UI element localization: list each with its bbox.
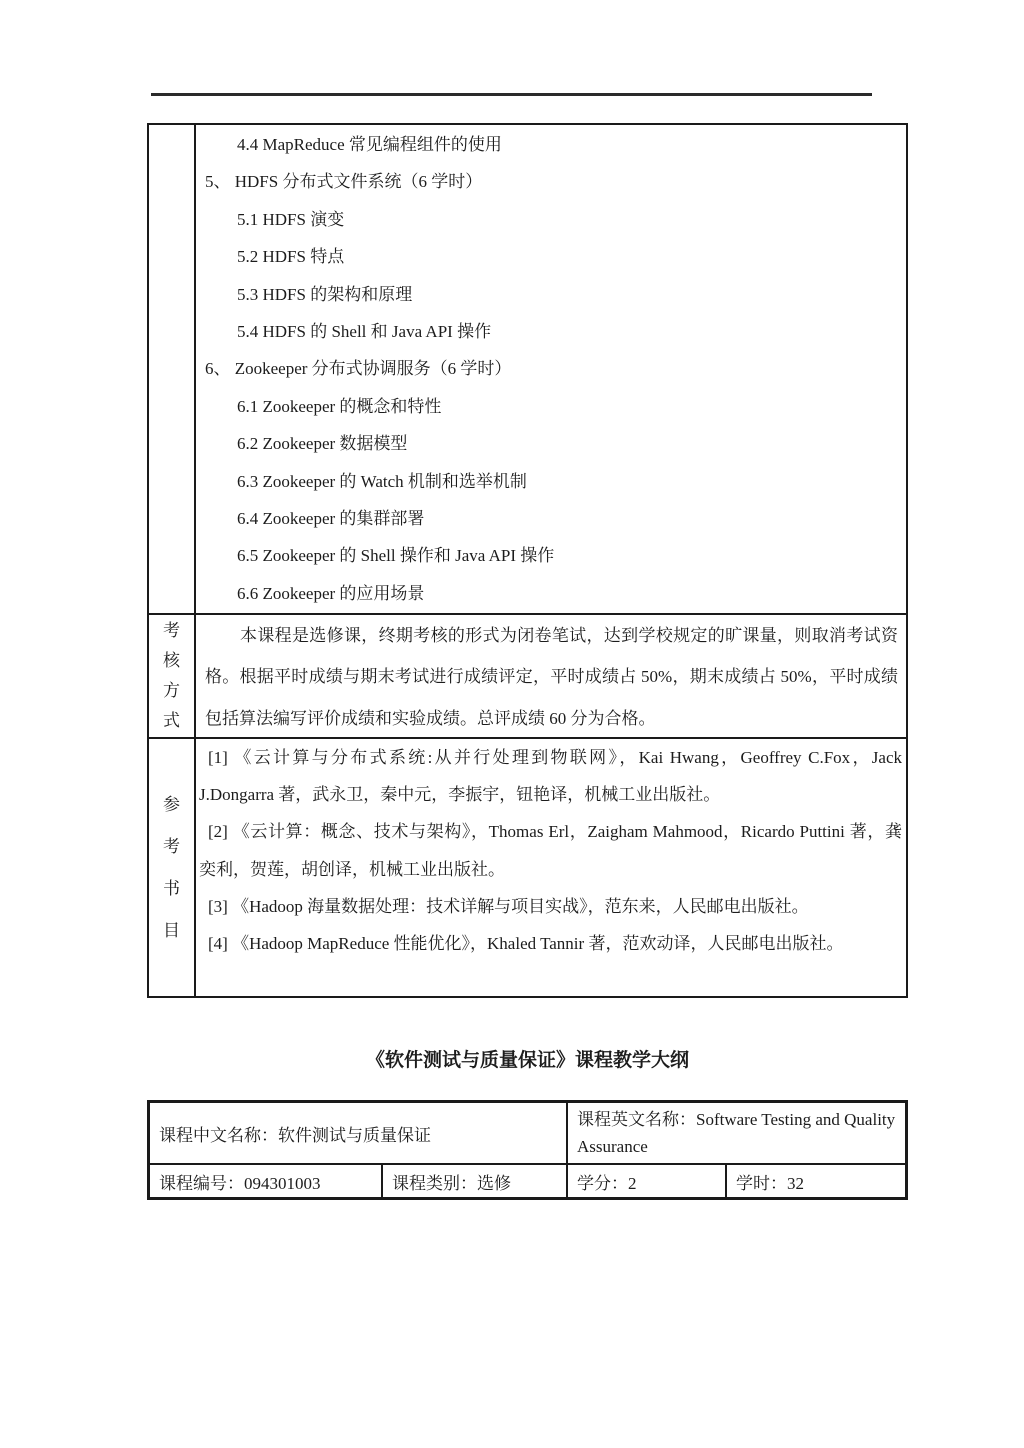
- reference-books-label-text: 参考书目: [163, 794, 180, 940]
- outline-row-label-empty: [149, 125, 196, 613]
- outline-item: 5.3 HDFS 的架构和原理: [237, 284, 413, 304]
- course-code: 课程编号：094301003: [159, 1173, 321, 1193]
- outline-item: 6.4 Zookeeper 的集群部署: [237, 508, 425, 528]
- next-course-title: 《软件测试与质量保证》课程教学大纲: [365, 1050, 689, 1071]
- course-cn-name: 课程中文名称：软件测试与质量保证: [159, 1125, 431, 1145]
- outline-item: 5、 HDFS 分布式文件系统（6 学时）: [205, 172, 483, 192]
- outline-item: 6.5 Zookeeper 的 Shell 操作和 Java API 操作: [237, 546, 555, 566]
- reference-item: [1] 《云计算与分布式系统:从并行处理到物联网》，Kai Hwang，Geoffrey C.Fox，Jack J.Dongarra 著，武永卫，秦中元，李振宇，钮艳译，机械工业出版社。: [199, 748, 902, 805]
- outline-item: 6.3 Zookeeper 的 Watch 机制和选举机制: [237, 471, 527, 491]
- assessment-method-label: [149, 613, 196, 737]
- course-cn-name-cell: [150, 1103, 568, 1163]
- outline-item: 5.1 HDFS 演变: [237, 209, 345, 229]
- reference-item: [4] 《Hadoop MapReduce 性能优化》，Khaled Tannir 著，范欢动译，人民邮电出版社。: [208, 934, 844, 954]
- page-header-rule: [151, 93, 872, 96]
- outline-item: 6、 Zookeeper 分布式协调服务（6 学时）: [205, 359, 512, 379]
- course-credits-cell: [568, 1163, 727, 1197]
- outline-item: 4.4 MapReduce 常见编程组件的使用: [237, 135, 502, 154]
- course-en-name-cell: [568, 1103, 905, 1163]
- outline-item: 6.2 Zookeeper 数据模型: [237, 434, 408, 454]
- course-en-name: 课程英文名称：Software Testing and Quality Assurance: [577, 1110, 896, 1156]
- course-category-cell: [383, 1163, 568, 1197]
- course-code-cell: [150, 1163, 383, 1197]
- reference-item: [2] 《云计算：概念、技术与架构》，Thomas Erl，Zaigham Mahmood，Ricardo Puttini 著，龚奕利，贺莲，胡创译，机械工业出版社。: [199, 822, 902, 879]
- outline-item: 5.4 HDFS 的 Shell 和 Java API 操作: [237, 321, 492, 341]
- outline-item: 6.6 Zookeeper 的应用场景: [237, 583, 425, 603]
- course-hours-cell: [727, 1163, 905, 1197]
- course-info-table: [147, 1100, 908, 1200]
- reference-books-label: [149, 737, 196, 996]
- assessment-method-text: 本课程是选修课，终期考核的形式为闭卷笔试，达到学校规定的旷课量，则取消考试资格。根据平时成绩与期末考试进行成绩评定，平时成绩占 50%，期末成绩占 50%，平时成绩包括算法编写评价成绩和实验成绩。总评成绩 60 分为合格。: [205, 626, 898, 728]
- course-hours: 学时：32: [736, 1173, 804, 1193]
- course-credits: 学分：2: [577, 1173, 637, 1193]
- course-content-outline: [196, 125, 906, 613]
- outline-item: 5.2 HDFS 特点: [237, 247, 345, 267]
- reference-item: [3] 《Hadoop 海量数据处理：技术详解与项目实战》，范东来，人民邮电出版社。: [208, 896, 809, 916]
- assessment-method-label-text: 考核方式: [163, 621, 180, 730]
- course-category: 课程类别：选修: [392, 1173, 511, 1193]
- assessment-method-cell: [196, 613, 906, 737]
- reference-books-list: [196, 737, 906, 996]
- outline-item: 6.1 Zookeeper 的概念和特性: [237, 396, 442, 416]
- course-outline-table: [147, 123, 908, 998]
